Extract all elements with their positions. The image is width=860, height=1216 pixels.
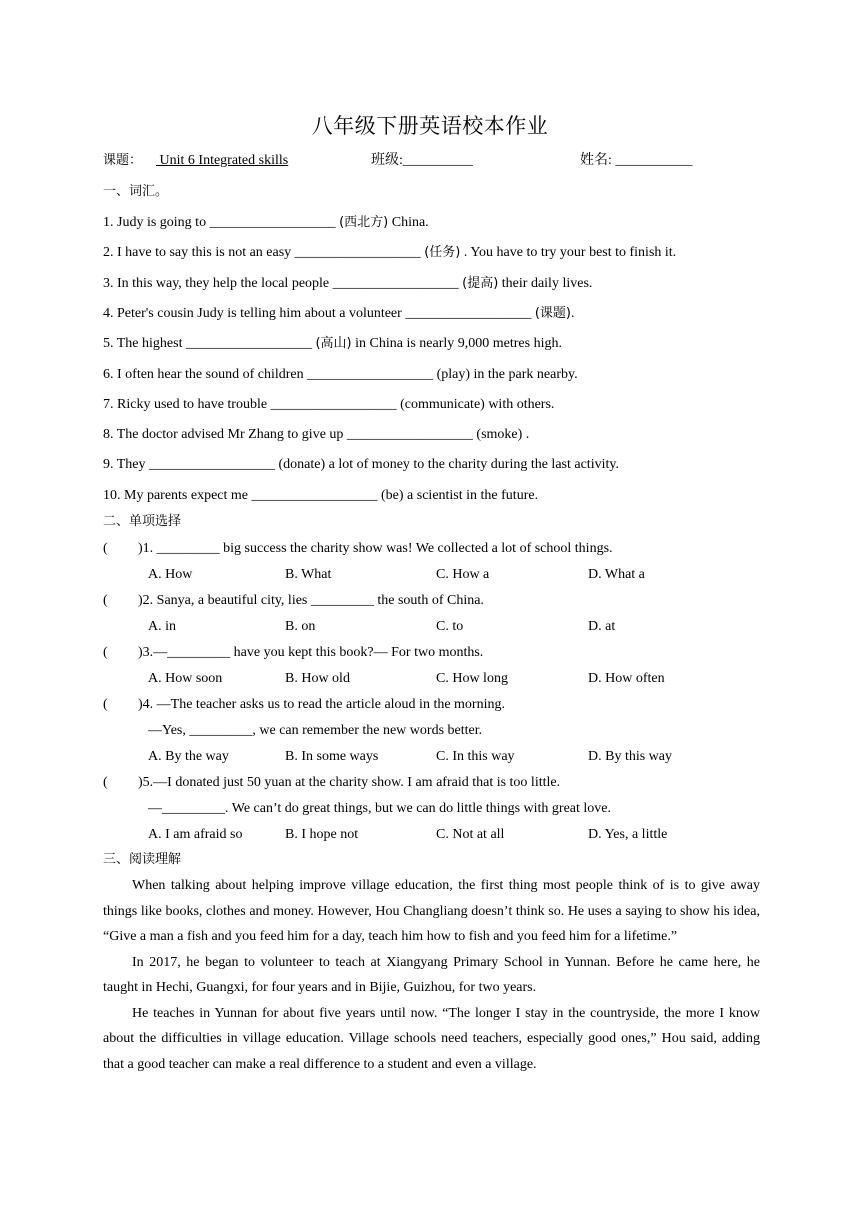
topic-field <box>103 151 288 171</box>
vocab-item <box>103 455 619 475</box>
vocab-text-end: . <box>570 305 575 321</box>
choice-option: A. I am afraid so <box>148 827 243 842</box>
vocab-text: 1. Judy is going to __________________ <box>103 215 340 230</box>
topic-label: 课题： <box>103 153 143 168</box>
choice-option: D. at <box>588 619 616 634</box>
choice-option: B. How old <box>285 671 350 686</box>
choice-question <box>103 773 560 793</box>
vocab-hint: (提高) <box>462 275 499 291</box>
question-stem: )5.—I donated just 50 yuan at the charity show. I am afraid that is too little. <box>138 775 561 790</box>
choice-option: D. Yes, a little <box>588 827 668 842</box>
choice-option: C. Not at all <box>436 827 505 842</box>
vocab-text: 5. The highest __________________ <box>103 336 316 352</box>
vocab-text: 7. Ricky used to have trouble __________________ (communicate) with others. <box>103 396 555 412</box>
question-reply: —_________. We can’t do great things, but we can do little things with great love. <box>148 801 611 816</box>
vocab-text: 3. In this way, they help the local people __________________ <box>103 275 463 291</box>
vocab-item <box>103 304 574 324</box>
reading-paragraph: When talking about helping improve village education, the first thing most people think of is to give away things like books, clothes and money. However, Hou Changliang doesn’t think so. He uses a saying to show his idea, “Give a man a fish and you feed him for a day, teach him how to fish and you feed him for a lifetime.” <box>103 878 760 944</box>
choice-option: C. How a <box>436 567 490 582</box>
question-stem: )2. Sanya, a beautiful city, lies _________ the south of China. <box>138 593 484 608</box>
vocab-text: 8. The doctor advised Mr Zhang to give up __________________ (smoke) . <box>103 427 530 443</box>
choice-option: D. By this way <box>588 749 672 764</box>
vocab-hint: (课题) <box>534 305 571 321</box>
choice-option: A. By the way <box>148 749 229 764</box>
answer-bracket: ( <box>103 775 108 790</box>
answer-bracket: ( <box>103 541 108 556</box>
choice-option: B. What <box>285 567 332 582</box>
answer-bracket: ( <box>103 593 108 608</box>
reading-paragraph: In 2017, he began to volunteer to teach at Xiangyang Primary School in Yunnan. Before he came here, he taught in Hechi, Guangxi, for four years and in Bijie, Guizhou, for two years. <box>103 954 760 995</box>
choice-question <box>103 695 505 715</box>
question-stem: )1. _________ big success the charity show was! We collected a lot of school things. <box>138 541 613 556</box>
vocab-item <box>103 213 429 233</box>
answer-bracket: ( <box>103 645 108 660</box>
vocab-text-end: in China is nearly 9,000 metres high. <box>351 336 562 352</box>
choice-option: A. How soon <box>148 671 223 686</box>
vocab-hint: (任务) <box>424 245 461 261</box>
vocab-text: 9. They __________________ (donate) a lot of money to the charity during the last activity. <box>103 457 619 473</box>
vocab-item <box>103 243 676 263</box>
question-reply: —Yes, _________, we can remember the new words better. <box>148 723 483 738</box>
choice-option: C. How long <box>436 671 508 686</box>
vocab-heading: 一、词汇。 <box>103 184 169 199</box>
topic-value: Unit 6 Integrated skills <box>156 153 289 168</box>
vocab-text-end: . You have to try your best to finish it. <box>460 245 677 261</box>
vocab-item <box>103 274 592 294</box>
choice-question <box>103 539 613 559</box>
vocab-text-end: their daily lives. <box>498 275 593 291</box>
choice-question <box>103 643 483 663</box>
name-field <box>580 151 692 171</box>
answer-bracket: ( <box>103 697 108 712</box>
choice-option: B. I hope not <box>285 827 359 842</box>
vocab-item <box>103 425 529 445</box>
name-label: 姓名: ___________ <box>580 153 693 168</box>
class-field <box>371 151 473 171</box>
choice-option: B. on <box>285 619 316 634</box>
vocab-text: 2. I have to say this is not an easy __________________ <box>103 245 425 261</box>
vocab-item <box>103 486 538 506</box>
reading-paragraph: He teaches in Yunnan for about five years until now. “The longer I stay in the countryside, the more I know about the difficulties in village education. Village schools need teachers, especially good ones,” Hou said, adding that a good teacher can make a real difference to a student and even a village. <box>103 1005 760 1072</box>
vocab-text: 10. My parents expect me __________________ (be) a scientist in the future. <box>103 487 539 503</box>
page-title: 八年级下册英语校本作业 <box>311 114 549 138</box>
vocab-hint: (高山) <box>315 336 352 352</box>
question-stem: )4. —The teacher asks us to read the article aloud in the morning. <box>138 697 505 712</box>
vocab-item <box>103 395 554 415</box>
vocab-item <box>103 334 562 354</box>
choice-option: A. in <box>148 619 176 634</box>
reading-passage <box>103 873 760 1077</box>
choice-option: D. What a <box>588 567 645 582</box>
question-stem: )3.—_________ have you kept this book?— For two months. <box>138 645 484 660</box>
choice-question <box>103 591 484 611</box>
vocab-text-end: China. <box>388 215 429 230</box>
choice-option: D. How often <box>588 671 665 686</box>
vocab-hint: (西北方) <box>339 215 389 230</box>
choice-heading: 二、单项选择 <box>103 514 182 529</box>
vocab-text: 6. I often hear the sound of children __________________ (play) in the park nearby. <box>103 366 578 382</box>
vocab-text: 4. Peter's cousin Judy is telling him about a volunteer __________________ <box>103 305 535 321</box>
class-label: 班级:__________ <box>371 153 473 168</box>
choice-option: C. In this way <box>436 749 515 764</box>
reading-heading: 三、阅读理解 <box>103 852 182 867</box>
choice-option: A. How <box>148 567 193 582</box>
vocab-item <box>103 365 578 385</box>
choice-option: C. to <box>436 619 464 634</box>
choice-option: B. In some ways <box>285 749 379 764</box>
